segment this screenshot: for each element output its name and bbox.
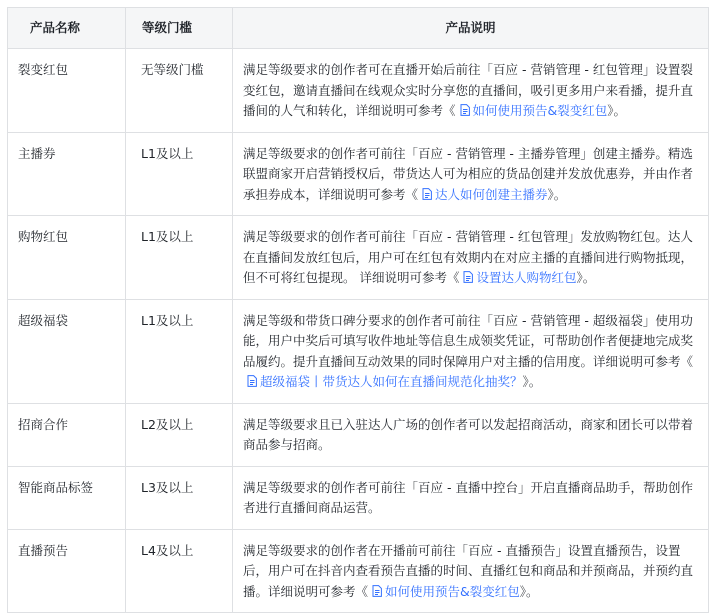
doc-icon (463, 271, 473, 283)
cell-description (233, 132, 709, 216)
doc-link[interactable] (456, 103, 608, 118)
description-text: 满足等级要求的创作者可前往「百应 - 直播中控台」开启直播商品助手，帮助创作者进行直播间商品运营。 (243, 479, 693, 515)
description-text: 满足等级要求的创作者可前往「百应 - 营销管理 - 红包管理」发放购物红包。达人在直播间发放红包后，用户可在红包有效期内在对应主播的直播间进行购物抵现，但不可将红包提现。 详细说明可参考《 (243, 229, 694, 285)
table-header-row (8, 8, 709, 49)
cell-level: L2及以上 (126, 403, 233, 466)
product-table (7, 7, 709, 613)
description-text: 满足等级要求且已入驻达人广场的创作者可以发起招商活动，商家和团长可以带着商品参与招商。 (243, 416, 694, 452)
cell-description (233, 299, 709, 403)
cell-level: L1及以上 (126, 216, 233, 300)
description-tail: 》。 (522, 374, 542, 389)
doc-link-label: 如何使用预告&裂变红包 (385, 583, 520, 599)
doc-link[interactable] (368, 584, 520, 599)
table-row (8, 216, 709, 300)
doc-link-label: 达人如何创建主播券 (435, 186, 548, 202)
cell-product-name: 招商合作 (8, 403, 126, 466)
description-tail: 》。 (547, 186, 567, 202)
cell-level: L3及以上 (126, 466, 233, 529)
table-row (8, 529, 709, 613)
doc-icon (422, 188, 432, 200)
table-row (8, 299, 709, 403)
description-text: 满足等级和带货口碑分要求的创作者可前往「百应 - 营销管理 - 超级福袋」使用功能，用户中奖后可填写收件地址等信息生成领奖凭证，可帮助创作者便捷地完成奖品履约。提升直播间互动效果的同时保障用户对主播的信用度。详细说明可参考《 (243, 312, 694, 369)
cell-product-name: 直播预告 (8, 529, 126, 613)
header-product-name: 产品名称 (8, 8, 126, 49)
description-tail: 》。 (607, 103, 627, 118)
cell-description (233, 466, 709, 529)
header-product-description: 产品说明 (233, 8, 709, 49)
description-text: 满足等级要求的创作者可在直播开始后前往「百应 - 营销管理 - 红包管理」设置裂变红包，邀请直播间在线观众实时分享您的直播间，吸引更多用户来看播，提升直播间的人气和转化，详细说明可参考《 (243, 62, 694, 118)
doc-link[interactable] (459, 270, 576, 285)
cell-product-name: 裂变红包 (8, 49, 126, 133)
doc-link[interactable] (418, 187, 548, 202)
cell-description (233, 216, 709, 300)
cell-product-name: 购物红包 (8, 216, 126, 300)
description-tail: 》。 (576, 270, 596, 285)
table-row (8, 132, 709, 216)
doc-link[interactable] (243, 374, 523, 389)
cell-level: L1及以上 (126, 299, 233, 403)
description-text: 满足等级要求的创作者在开播前可前往「百应 - 直播预告」设置直播预告，设置后，用户可在抖音内查看预告直播的时间、直播红包和商品和并预商品，并预约直播。详细说明可参考《 (243, 542, 694, 599)
cell-level: 无等级门槛 (126, 49, 233, 133)
cell-description (233, 403, 709, 466)
doc-link-label: 设置达人购物红包 (476, 270, 577, 285)
cell-product-name: 超级福袋 (8, 299, 126, 403)
doc-icon (460, 104, 470, 116)
description-tail: 》。 (519, 583, 539, 599)
description-text: 满足等级要求的创作者可前往「百应 - 营销管理 - 主播券管理」创建主播券。精选联盟商家开启营销授权后，带货达人可为相应的货品创建并发放优惠券，并由作者承担券成本，详细说明可参考《 (243, 145, 694, 202)
table-row (8, 49, 709, 133)
cell-level: L4及以上 (126, 529, 233, 613)
cell-level: L1及以上 (126, 132, 233, 216)
doc-link-label: 超级福袋丨带货达人如何在直播间规范化抽奖？ (260, 374, 523, 389)
doc-icon (247, 375, 257, 387)
table-row (8, 403, 709, 466)
cell-product-name: 智能商品标签 (8, 466, 126, 529)
cell-description (233, 49, 709, 133)
doc-link-label: 如何使用预告&裂变红包 (472, 103, 608, 118)
table-row (8, 466, 709, 529)
doc-icon (372, 585, 382, 597)
header-level-threshold: 等级门槛 (126, 8, 233, 49)
cell-product-name: 主播券 (8, 132, 126, 216)
cell-description (233, 529, 709, 613)
